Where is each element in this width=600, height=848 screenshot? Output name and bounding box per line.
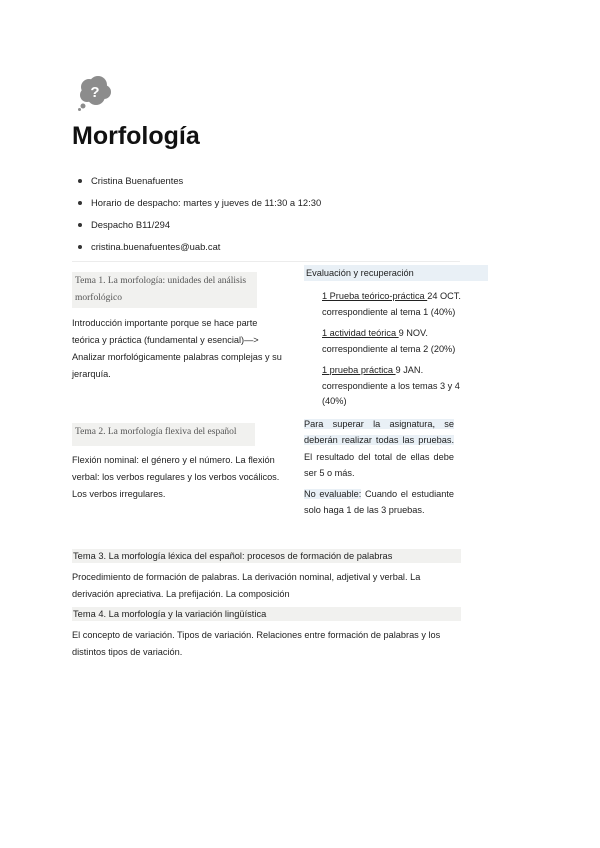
- info-item-office-hours: Horario de despacho: martes y jueves de 11:30 a 12:30: [76, 194, 476, 216]
- pass-requirement: [304, 416, 454, 482]
- topic-1-text: Introducción importante porque se hace parte teórica y práctica (fundamental y esencial)—> Analizar morfológicamente palabras complejas y su jerarquía.: [72, 318, 282, 379]
- thought-bubble-question-icon: [77, 75, 113, 111]
- topic-2-text: Flexión nominal: el género y el número. La flexión verbal: los verbos regulares y los verbos vocálicos. Los verbos irregulares.: [72, 455, 280, 499]
- evaluation-item: [322, 289, 474, 320]
- left-column: [72, 272, 287, 503]
- pass-requirement-highlight: Para superar la asignatura, se deberán realizar todas las pruebas.: [304, 418, 454, 445]
- evaluation-item-detail: correspondiente al tema 2 (20%): [322, 343, 456, 354]
- topic-4-text: El concepto de variación. Tipos de variación. Relaciones entre formación de palabras y los distintos tipos de variación.: [72, 630, 441, 657]
- svg-text:?: ?: [90, 84, 100, 101]
- non-evaluable-note: [304, 486, 454, 519]
- pass-requirement-rest: El resultado del total de ellas debe ser 5 o más.: [304, 451, 454, 478]
- info-item-email[interactable]: cristina.buenafuentes@uab.cat: [76, 238, 476, 260]
- topic-2-heading: Tema 2. La morfología flexiva del español: [72, 423, 255, 446]
- info-item-name: Cristina Buenafuentes: [76, 172, 476, 194]
- contact-info-list: [76, 172, 476, 260]
- divider: [72, 261, 460, 262]
- evaluation-item: [322, 326, 474, 357]
- evaluation-item-detail: correspondiente a los temas 3 y 4 (40%): [322, 380, 460, 406]
- evaluation-item-date: 9 NOV.: [398, 328, 428, 338]
- evaluation-item-detail: correspondiente al tema 1 (40%): [322, 306, 456, 317]
- page-title: Morfología: [72, 122, 200, 150]
- non-evaluable-text: Cuando el estudiante solo haga 1 de las 3 pruebas.: [304, 488, 455, 515]
- topic-3-heading: Tema 3. La morfología léxica del español: procesos de formación de palabras: [72, 549, 461, 563]
- evaluation-item-name: 1 Prueba teórico-práctica: [322, 291, 428, 301]
- info-item-office: Despacho B11/294: [76, 216, 476, 238]
- evaluation-item: [322, 363, 474, 410]
- evaluation-list: [322, 289, 486, 410]
- evaluation-item-name: 1 actividad teórica: [322, 328, 399, 338]
- evaluation-item-date: 9 JAN.: [395, 365, 424, 375]
- topic-3-text: Procedimiento de formación de palabras. La derivación nominal, adjetival y verbal. La derivación apreciativa. La prefijación. La composición: [72, 572, 421, 599]
- topic-4-heading: Tema 4. La morfología y la variación lingüística: [72, 607, 461, 621]
- topic-1-heading: Tema 1. La morfología: unidades del análisis morfológico: [72, 272, 257, 308]
- evaluation-item-name: 1 prueba práctica: [322, 365, 396, 375]
- evaluation-heading: Evaluación y recuperación: [304, 265, 488, 281]
- evaluation-item-date: 24 OCT.: [427, 291, 461, 301]
- evaluation-column: [304, 265, 486, 519]
- non-evaluable-label: No evaluable:: [304, 488, 362, 499]
